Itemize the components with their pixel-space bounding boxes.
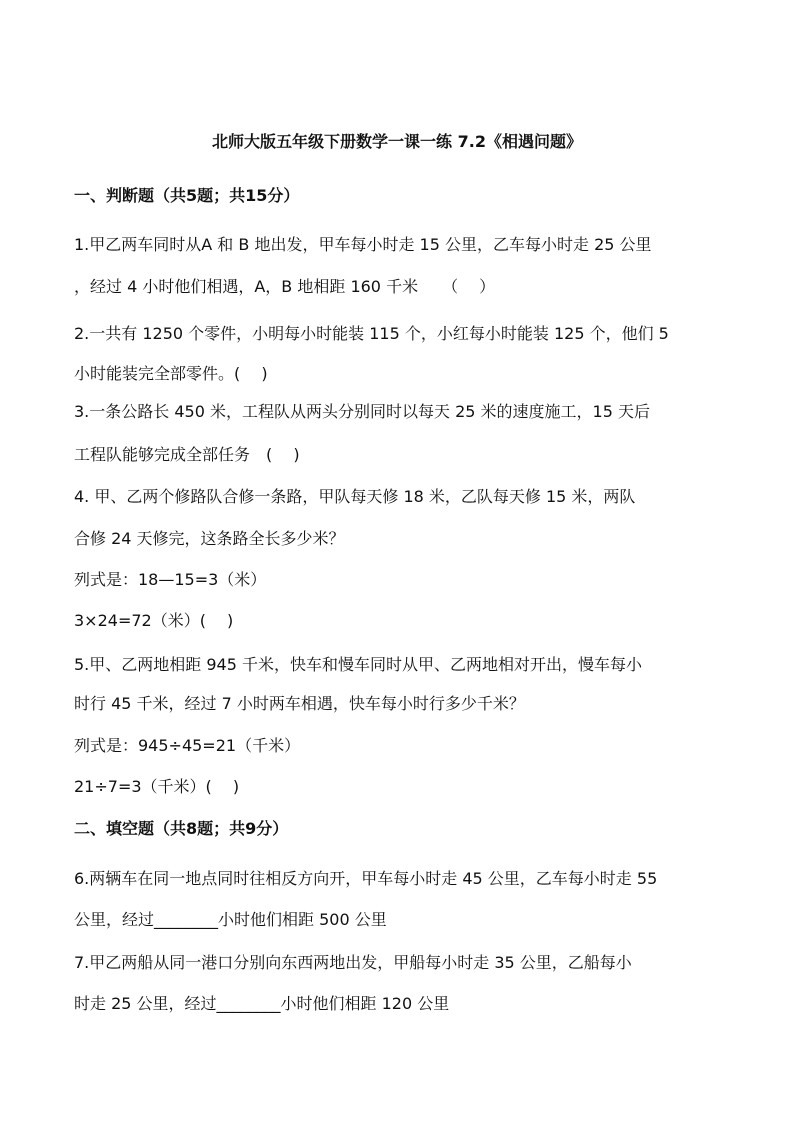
question-6-line-1: 6.两辆车在同一地点同时往相反方向开，甲车每小时走 45 公里，乙车每小时走 55 <box>74 869 658 888</box>
question-4-line-1: 4. 甲、乙两个修路队合修一条路，甲队每天修 18 米，乙队每天修 15 米，两队 <box>74 487 636 506</box>
question-5-line-1: 5.甲、乙两地相距 945 千米，快车和慢车同时从甲、乙两地相对开出，慢车每小 <box>74 655 642 674</box>
question-1-line-1: 1.甲乙两车同时从A 和 B 地出发，甲车每小时走 15 公里，乙车每小时走 25 公里 <box>74 235 652 254</box>
question-2-line-2: 小时能装完全部零件。( ) <box>74 364 268 383</box>
question-6-line-2: 公里，经过________小时他们相距 500 公里 <box>74 910 387 929</box>
question-5-formula-2: 21÷7=3（千米）( ) <box>74 777 240 796</box>
question-2-line-1: 2.一共有 1250 个零件，小明每小时能装 115 个，小红每小时能装 125 个，他们 5 <box>74 324 669 343</box>
question-7-line-1: 7.甲乙两船从同一港口分别向东西两地出发，甲船每小时走 35 公里，乙船每小 <box>74 953 632 972</box>
page-title: 北师大版五年级下册数学一课一练 7.2《相遇问题》 <box>212 132 582 151</box>
section-heading-fill-in: 二、填空题（共8题；共9分） <box>74 819 289 838</box>
question-4-formula-1: 列式是：18—15=3（米） <box>74 570 267 589</box>
question-3-line-1: 3.一条公路长 450 米，工程队从两头分别同时以每天 25 米的速度施工，15 天后 <box>74 402 650 421</box>
question-5-formula-1: 列式是：945÷45=21（千米） <box>74 736 301 755</box>
question-1-line-2: ，经过 4 小时他们相遇，A，B 地相距 160 千米 （ ） <box>74 277 496 296</box>
question-3-line-2: 工程队能够完成全部任务 ( ) <box>74 445 300 464</box>
question-4-formula-2: 3×24=72（米）( ) <box>74 611 234 630</box>
question-5-line-2: 时行 45 千米，经过 7 小时两车相遇，快车每小时行多少千米？ <box>74 694 525 713</box>
question-7-line-2: 时走 25 公里，经过________小时他们相距 120 公里 <box>74 994 450 1013</box>
section-heading-judgement: 一、判断题（共5题；共15分） <box>74 186 300 205</box>
question-4-line-2: 合修 24 天修完，这条路全长多少米？ <box>74 529 345 548</box>
